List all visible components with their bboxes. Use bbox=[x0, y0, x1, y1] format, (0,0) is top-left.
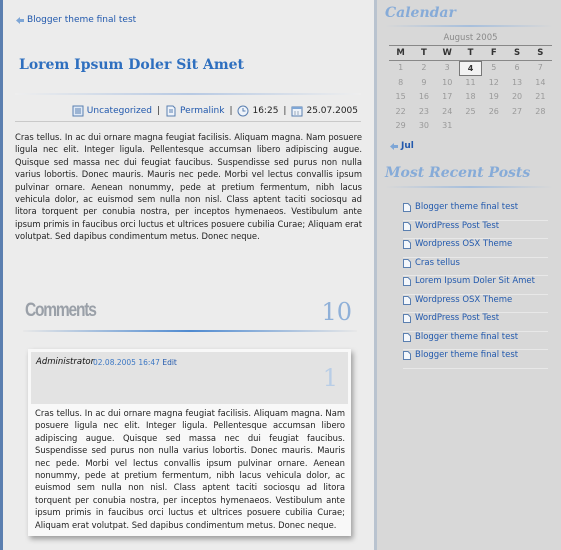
calendar-day: 11 bbox=[465, 77, 476, 87]
recent-post-link[interactable]: Wordpress OSX Theme bbox=[415, 239, 513, 249]
recent-post-link[interactable]: Wordpress OSX Theme bbox=[415, 294, 513, 305]
recent-post-item[interactable] bbox=[403, 258, 548, 277]
document-icon bbox=[403, 333, 411, 342]
comment-item bbox=[28, 349, 351, 536]
back-link[interactable] bbox=[16, 15, 136, 25]
calendar-day: 9 bbox=[421, 77, 427, 87]
comment-header bbox=[31, 352, 348, 404]
comments-heading: Comments bbox=[25, 300, 96, 321]
recent-posts-heading: Most Recent Posts bbox=[385, 165, 531, 181]
calendar-weekday: T bbox=[459, 46, 482, 61]
post-title[interactable]: Lorem Ipsum Doler Sit Amet bbox=[19, 57, 245, 73]
document-icon bbox=[403, 296, 411, 305]
comment-edit-link[interactable]: Edit bbox=[162, 358, 177, 367]
meta-underline bbox=[15, 121, 361, 122]
calendar-day: 3 bbox=[444, 63, 450, 72]
calendar-day: 17 bbox=[442, 92, 453, 101]
comment-meta bbox=[93, 358, 177, 367]
meta-divider bbox=[15, 93, 361, 95]
comment-author: Administrator bbox=[36, 357, 95, 367]
calendar-icon bbox=[291, 105, 303, 117]
recent-post-link[interactable]: Blogger theme final test bbox=[415, 350, 519, 360]
calendar-day: 6 bbox=[514, 63, 520, 72]
arrow-left-icon bbox=[390, 143, 398, 150]
post-meta bbox=[72, 105, 358, 117]
document-icon bbox=[165, 105, 177, 117]
back-link-label: Blogger theme final test bbox=[27, 15, 137, 25]
recent-post-item[interactable] bbox=[403, 202, 548, 221]
calendar-day: 5 bbox=[491, 63, 497, 72]
calendar-day: 25 bbox=[465, 106, 476, 116]
meta-separator: | bbox=[229, 106, 233, 116]
calendar-widget bbox=[389, 31, 552, 134]
calendar-day: 31 bbox=[442, 121, 453, 130]
calendar-day: 22 bbox=[395, 106, 406, 116]
calendar-day: 30 bbox=[418, 121, 430, 130]
calendar-prev-link[interactable] bbox=[390, 141, 414, 151]
document-icon bbox=[403, 351, 411, 360]
recent-post-link[interactable]: Lorem Ipsum Doler Sit Amet bbox=[415, 276, 535, 286]
calendar-day: 29 bbox=[395, 121, 406, 130]
calendar-day: 7 bbox=[537, 63, 543, 72]
recent-post-item[interactable] bbox=[403, 276, 548, 295]
permalink-link[interactable]: Permalink bbox=[180, 106, 225, 116]
calendar-day: 26 bbox=[488, 106, 499, 116]
document-icon bbox=[403, 277, 411, 286]
calendar-day: 2 bbox=[421, 63, 427, 72]
recent-post-item[interactable] bbox=[403, 221, 548, 240]
calendar-day: 18 bbox=[465, 92, 476, 101]
calendar-day: 12 bbox=[488, 77, 499, 87]
calendar-day: 14 bbox=[535, 77, 546, 87]
meta-separator: | bbox=[283, 106, 287, 116]
recent-post-link[interactable]: WordPress Post Test bbox=[415, 220, 500, 231]
meta-separator: | bbox=[157, 106, 161, 116]
arrow-left-icon bbox=[16, 17, 24, 24]
comments-count: 10 bbox=[321, 298, 352, 326]
calendar-day: 1 bbox=[398, 63, 404, 72]
calendar-weekday: S bbox=[529, 46, 552, 61]
calendar-heading: Calendar bbox=[385, 5, 456, 21]
recent-post-item[interactable] bbox=[403, 295, 548, 314]
post-body: Cras tellus. In ac dui ornare magna feugiat facilisis. Aliquam magna. Nam posuere ligula nec elit. Integer ligula. Pellentesque accumsan libero adipiscing augue. Quisque sed massa nec dui feugiat faucibus. Suspendisse sed purus non nulla varius lobortis. Donec mauris. Mauris nec pede. Morbi vel lectus convallis ipsum pulvinar ornare. Aenean nonummy, pede at pretium fermentum, nibh lacus vehicula dolor, ac euismod sem nulla non nisl. Class aptent taciti sociosqu ad litora torquent per conubia nostra, per inceptos hymenaeos. Vestibulum ante ipsum primis in faucibus orci luctus et ultrices posuere cubilia Curae; Aliquam erat volutpat. Sed dapibus condimentum metus. Donec neque. bbox=[15, 132, 362, 242]
main-content bbox=[3, 0, 374, 550]
post-date: 25.07.2005 bbox=[306, 106, 358, 116]
calendar-weekday: T bbox=[412, 46, 435, 61]
document-icon bbox=[403, 259, 411, 268]
post-time: 16:25 bbox=[252, 106, 279, 116]
calendar-day-today: 4 bbox=[459, 61, 482, 76]
calendar-day: 21 bbox=[535, 92, 546, 101]
recent-post-item[interactable] bbox=[403, 239, 548, 258]
clock-icon bbox=[237, 105, 249, 117]
calendar-day: 19 bbox=[488, 92, 499, 101]
calendar-day: 27 bbox=[511, 106, 523, 116]
sidebar bbox=[377, 0, 561, 550]
recent-posts-list bbox=[403, 202, 548, 369]
document-icon bbox=[403, 222, 411, 231]
calendar-prev-label: Jul bbox=[401, 141, 414, 151]
recent-post-link[interactable]: Blogger theme final test bbox=[415, 331, 519, 342]
calendar-caption: August 2005 bbox=[443, 33, 498, 43]
calendar-day: 8 bbox=[398, 77, 404, 87]
recent-post-item[interactable] bbox=[403, 350, 548, 369]
category-link[interactable]: Uncategorized bbox=[86, 106, 152, 116]
calendar-weekday: S bbox=[505, 46, 528, 61]
recent-post-link[interactable]: WordPress Post Test bbox=[415, 313, 500, 323]
calendar-day: 13 bbox=[511, 77, 523, 87]
calendar-day: 24 bbox=[442, 106, 453, 116]
calendar-weekday: M bbox=[389, 46, 412, 61]
calendar-weekday: W bbox=[436, 46, 459, 61]
document-icon bbox=[403, 314, 411, 323]
recent-post-link[interactable]: Blogger theme final test bbox=[415, 202, 519, 212]
calendar-day: 16 bbox=[418, 92, 430, 101]
comment-number: 1 bbox=[322, 364, 338, 392]
calendar-weekday: F bbox=[482, 46, 505, 61]
calendar-grid bbox=[389, 45, 552, 134]
calendar-day: 15 bbox=[395, 92, 406, 101]
document-icon bbox=[403, 240, 411, 249]
document-icon bbox=[403, 203, 411, 212]
calendar-day: 23 bbox=[418, 106, 430, 116]
calendar-day: 28 bbox=[535, 106, 546, 116]
recent-post-link[interactable]: Cras tellus bbox=[415, 257, 460, 268]
comments-divider bbox=[23, 330, 357, 332]
recent-post-item[interactable] bbox=[403, 332, 548, 351]
calendar-day: 10 bbox=[442, 77, 453, 87]
recent-post-item[interactable] bbox=[403, 313, 548, 332]
folder-icon bbox=[72, 105, 84, 117]
comment-body: Cras tellus. In ac dui ornare magna feugiat facilisis. Aliquam magna. Nam posuere ligula nec elit. Integer ligula. Pellentesque accumsan libero adipiscing augue. Quisque sed massa nec dui feugiat faucibus. Suspendisse sed purus non nulla varius lobortis. Donec mauris. Mauris nec pede. Morbi vel lectus convallis ipsum pulvinar ornare. Aenean nonummy, pede at pretium fermentum, nibh lacus vehicula dolor, ac euismod sem nulla non nisl. Class aptent taciti sociosqu ad litora torquent per conubia nostra, per inceptos hymenaeos. Vestibulum ante ipsum primis in faucibus orci luctus et ultrices posuere cubilia Curae; Aliquam erat volutpat. Sed dapibus condimentum metus. Donec neque. bbox=[35, 408, 345, 530]
recent-posts-divider bbox=[385, 186, 553, 188]
calendar-divider bbox=[385, 25, 553, 27]
calendar-day: 20 bbox=[511, 92, 523, 101]
comment-date: 02.08.2005 16:47 bbox=[93, 358, 160, 367]
